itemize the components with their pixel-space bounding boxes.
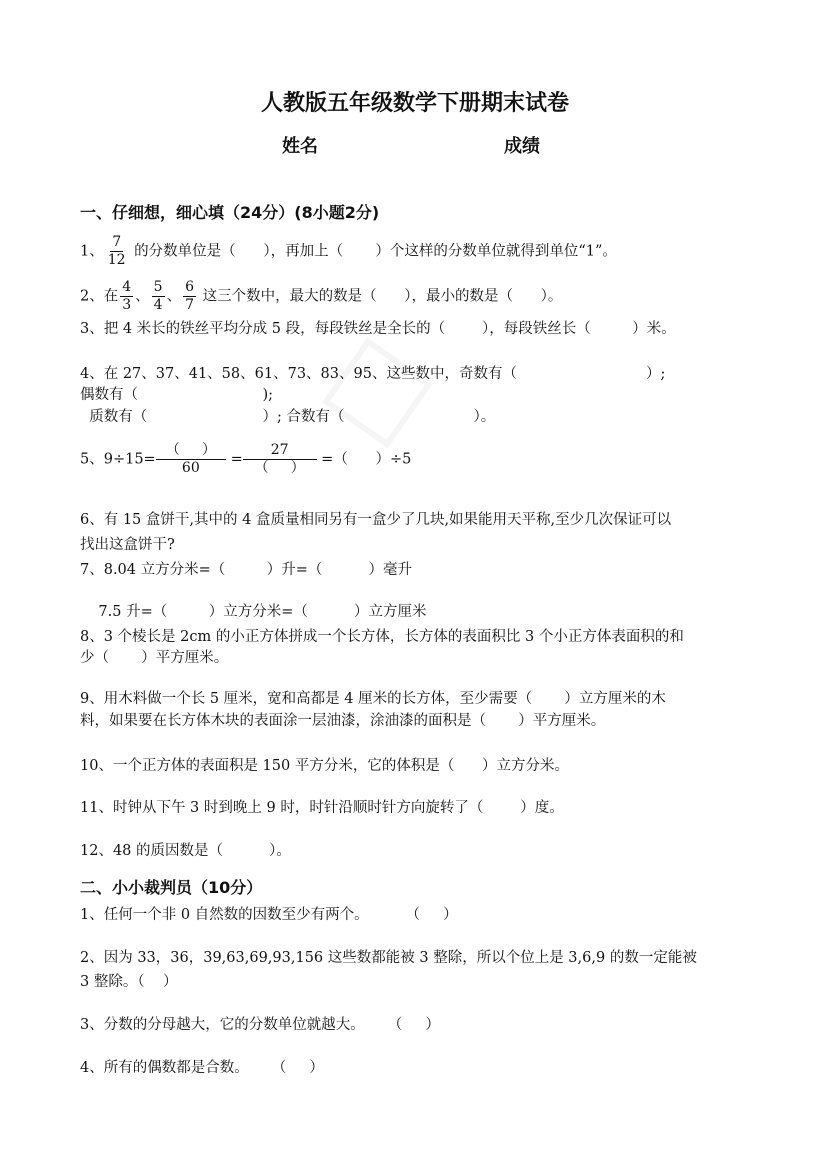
q-prefix: 5、9÷15= xyxy=(80,451,156,468)
question-4-line1: 4、在 27、37、41、58、61、73、83、95、这些数中，奇数有（ ）; xyxy=(80,366,666,382)
score-label: 成绩 xyxy=(504,136,540,157)
q-text: =（ ）÷5 xyxy=(316,451,412,468)
question-6-line2: 找出这盒饼干? xyxy=(80,537,175,553)
question-5 xyxy=(80,442,411,477)
separator: 、 xyxy=(166,288,182,305)
numerator: 5 xyxy=(153,279,163,295)
question-7-line2: 7.5 升=（ ）立方分米=（ ）立方厘米 xyxy=(80,604,427,620)
judge-2-line1: 2、因为 33，36，39,63,69,93,156 这些数都能被 3 整除，所以个位上是 3,6,9 的数一定能被 xyxy=(80,950,697,966)
denominator: （ ） xyxy=(254,460,305,476)
question-3: 3、把 4 米长的铁丝平均分成 5 段，每段铁丝是全长的（ ），每段铁丝长（ ）米。 xyxy=(80,321,676,337)
question-1 xyxy=(80,234,617,269)
name-label: 姓名 xyxy=(282,136,318,157)
q-text: 的分数单位是（ ），再加上（ ）个这样的分数单位就得到单位“1”。 xyxy=(129,243,617,260)
separator: 、 xyxy=(135,288,150,305)
question-8-line2: 少（ ）平方厘米。 xyxy=(80,650,229,666)
question-4-line2: 偶数有（ ); xyxy=(80,387,273,403)
numerator: （ ） xyxy=(156,442,226,460)
question-12: 12、48 的质因数是（ ）。 xyxy=(80,843,291,859)
judge-4: 4、所有的偶数都是合数。 （ ） xyxy=(80,1060,324,1076)
numerator: 6 xyxy=(185,279,194,295)
question-7-line1: 7、8.04 立方分米=（ ）升=（ ）毫升 xyxy=(80,562,412,578)
equals: = xyxy=(225,451,243,468)
fraction xyxy=(183,279,196,314)
judge-3: 3、分数的分母越大，它的分数单位就越大。 （ ） xyxy=(80,1017,440,1033)
fraction xyxy=(120,279,133,314)
question-8-line1: 8、3 个棱长是 2cm 的小正方体拼成一个长方体，长方体的表面积比 3 个小正方体表面积的和 xyxy=(80,629,684,645)
denominator: 12 xyxy=(107,252,126,268)
question-4-line3: 质数有（ ）; 合数有（ ）。 xyxy=(80,409,496,425)
numerator: 27 xyxy=(243,442,317,460)
section2-heading: 二、小小裁判员（10分） xyxy=(80,878,263,897)
fraction xyxy=(152,279,165,314)
q-prefix: 2、在 xyxy=(80,288,119,305)
question-2 xyxy=(80,279,562,314)
question-11: 11、时钟从下午 3 时到晚上 9 时，时针沿顺时针方向旋转了（ ）度。 xyxy=(80,800,564,816)
denominator: 60 xyxy=(181,460,200,476)
denominator: 7 xyxy=(185,297,194,313)
question-10: 10、一个正方体的表面积是 150 平方分米，它的体积是（ ）立方分米。 xyxy=(80,758,569,774)
fraction xyxy=(106,234,128,269)
question-9-line1: 9、用木料做一个长 5 厘米，宽和高都是 4 厘米的长方体，至少需要（ ）立方厘米的木 xyxy=(80,691,666,707)
denominator: 4 xyxy=(153,297,163,313)
q-prefix: 1、 xyxy=(80,243,104,260)
fraction xyxy=(156,442,226,477)
question-9-line2: 料，如果要在长方体木块的表面涂一层油漆，涂油漆的面积是（ ）平方厘米。 xyxy=(80,713,606,729)
denominator: 3 xyxy=(122,297,132,313)
section1-heading: 一、仔细想，细心填（24分）(8小题2分) xyxy=(80,203,380,222)
page-title: 人教版五年级数学下册期末试卷 xyxy=(260,91,569,116)
judge-1: 1、任何一个非 0 自然数的因数至少有两个。 （ ） xyxy=(80,907,458,923)
numerator: 4 xyxy=(122,279,132,295)
judge-2-line2: 3 整除。（ ） xyxy=(80,974,178,990)
q-text: 这三个数中，最大的数是（ ），最小的数是（ ）。 xyxy=(198,288,563,305)
question-6-line1: 6、有 15 盒饼干,其中的 4 盒质量相同另有一盒少了几块,如果能用天平称,至少几次保证可以 xyxy=(80,512,672,528)
numerator: 7 xyxy=(112,234,122,250)
fraction xyxy=(243,442,317,477)
